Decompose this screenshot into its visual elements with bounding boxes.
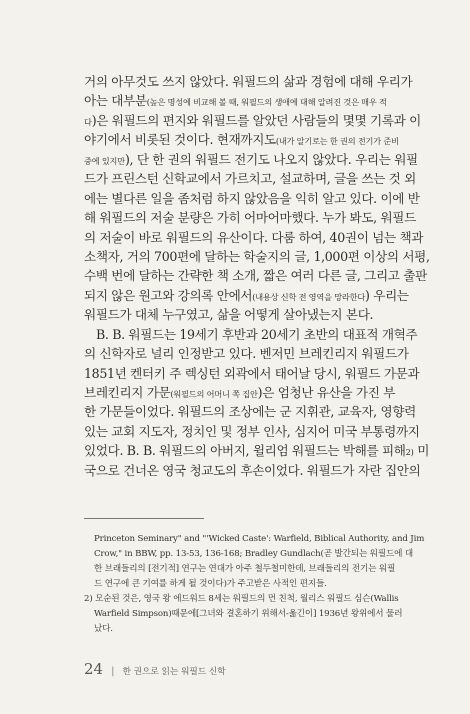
line-text: )은 엄청난 유산을 가진 부	[257, 385, 396, 400]
line-text: 야기에서 비롯된 것이다. 현재까지도	[84, 132, 276, 148]
main-body-text	[84, 72, 430, 480]
text-line	[84, 325, 418, 344]
text-line	[84, 344, 409, 363]
text-line	[84, 286, 409, 305]
text-line	[84, 72, 413, 91]
parenthetical-text: (높은 명성에 비교해 볼 때, 워필드의 생애에 대해 알려진 것은 매우 적	[146, 97, 387, 108]
text-line	[84, 130, 402, 149]
page-footer	[84, 660, 226, 680]
footnote-divider	[84, 518, 204, 519]
line-text: ), 단 한 권의 워필드 전기도 나오지 않았다. 우리는 워필	[124, 151, 418, 167]
footnote-line: 드 연구에 큰 기여를 하게 될 것이다)가 주고받은 사적인 편지들.	[94, 579, 327, 589]
line-text: 소책자, 거의 700편에 달하는 학술지의 글, 1,000편 이상의 서평,	[84, 248, 430, 264]
text-line	[84, 91, 402, 110]
line-text: 1851년 켄터키 주 렉싱턴 외곽에서 태어날 당시, 워필드 가문과	[84, 365, 420, 381]
text-line	[84, 364, 420, 383]
line-text: 있는 교회 지도자, 정치인 및 정부 인사, 심지어 미국 부통령까지	[84, 423, 420, 439]
text-line	[84, 402, 416, 421]
footnote-line: Crow," in BBW, pp. 13-53, 136-168; Bradley Gundlach(곧 발간되는 워필드에 대	[94, 549, 414, 559]
line-text: 거의 아무것도 쓰지 않았다. 워필드의 삶과 경험에 대해 우리가	[84, 74, 413, 89]
footnote-line: 2) 모순된 것은, 영국 왕 에드워드 8세는 워필드의 먼 친척, 월리스 워필드 심슨(Wallis	[84, 594, 399, 604]
parenthetical-text: 2)	[405, 447, 414, 458]
line-text: B. B. 워필드는 19세기 후반과 20세기 초반의 대표적 개혁주	[96, 326, 418, 342]
line-text: 에는 별다른 일을 좀처럼 하지 않았음을 익히 알고 있다. 이에 반	[84, 190, 420, 206]
text-line	[84, 189, 420, 208]
parenthetical-text: 중에 있지만	[84, 155, 125, 166]
line-text: 드가 프린스턴 신학교에서 가르치고, 설교하며, 글을 쓰는 것 외	[84, 171, 416, 187]
line-text: 아는 대부분	[84, 93, 147, 109]
footnotes	[84, 532, 425, 637]
text-line	[84, 150, 418, 169]
text-line	[84, 461, 421, 480]
text-line	[84, 111, 421, 130]
text-line	[84, 422, 420, 441]
text-line	[84, 247, 430, 266]
text-line	[84, 441, 430, 460]
line-text: 되지 않은 원고와 강의록 안에서	[84, 287, 253, 303]
line-text: 워필드가 대체 누구였고, 삶을 어떻게 살아냈는지 본다.	[84, 307, 374, 323]
text-line	[84, 383, 402, 402]
text-line	[84, 208, 416, 227]
line-text: 미	[413, 443, 430, 459]
line-text: ) 우리는	[365, 287, 409, 303]
footnote-line: 났다.	[94, 624, 113, 634]
line-text: 수백 번에 달하는 간략한 책 소개, 짧은 여러 다른 글, 그리고 출판	[84, 268, 427, 284]
footnote-line: Princeton Seminary" and "'Wicked Caste': Warfield, Biblical Authority, and Jim	[94, 534, 425, 544]
footnote-line: 한 브래들리의 [전기적] 연구는 연대가 아주 철두철미한데, 브래들리의 전기는 워필	[94, 564, 396, 574]
text-line	[84, 169, 416, 188]
parenthetical-text: (워필드의 어머니 쪽 집안	[170, 389, 258, 399]
line-text: 한 가문들이었다. 워필드의 조상에는 군 지휘관, 교육자, 영향력	[84, 404, 416, 420]
text-line	[84, 305, 402, 324]
text-line	[84, 228, 424, 247]
text-line	[84, 266, 427, 285]
parenthetical-text: (내가 알기로는 한 권의 전기가 준비	[275, 136, 399, 147]
parenthetical-text: 다	[84, 116, 92, 127]
line-text: 해 워필드의 저술 분량은 가히 어마어마했다. 누가 봐도, 워필드	[84, 210, 416, 226]
parenthetical-text: (내용상 신학 전 영역을 망라한다	[252, 291, 366, 302]
line-text: 브레킨리지 가문	[84, 385, 171, 400]
page-number: 24	[84, 660, 104, 678]
line-text: 국으로 건너온 영국 청교도의 후손이었다. 워필드가 자란 집안의	[84, 462, 421, 478]
footer-separator: |	[111, 666, 115, 677]
line-text: )은 워필드의 편지와 워필드를 알았던 사람들의 몇몇 기록과 이	[91, 112, 421, 128]
line-text: 의 저술이 바로 워필드의 유산이다. 다룸 하여, 40권이 넘는 책과	[84, 229, 424, 245]
footnote-line: Warfield Simpson)때문에[그녀와 결혼하기 위해서-옮긴이] 1936년 왕위에서 물러	[94, 609, 403, 619]
running-title: 한 권으로 읽는 워필드 신학	[122, 667, 226, 677]
line-text: 의 신학자로 널리 인정받고 있다. 벤저민 브레킨리지 워필드가	[84, 346, 409, 362]
line-text: 있었다. B. B. 워필드의 아버지, 윌리엄 워필드는 박해를 피해	[84, 443, 406, 459]
